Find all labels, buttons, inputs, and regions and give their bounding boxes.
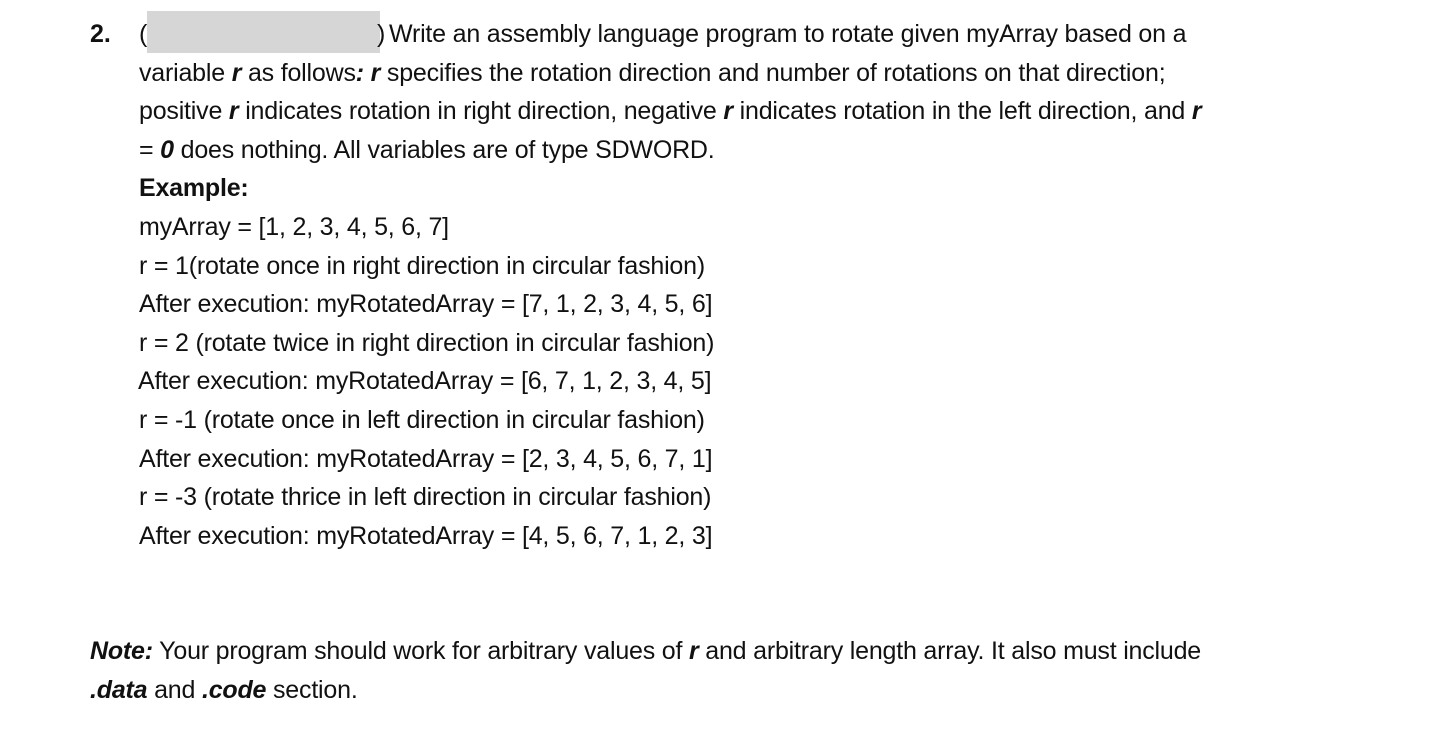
example-line: r = -1 (rotate once in left direction in circular fashion): [139, 405, 705, 434]
question-line-1: [139, 15, 1409, 54]
example-line: After execution: myRotatedArray = [2, 3, 4, 5, 6, 7, 1]: [139, 444, 713, 473]
note-label: Note:: [90, 637, 153, 665]
example-line: r = 1(rotate once in right direction in circular fashion): [139, 251, 705, 280]
text-fragment: indicates rotation in right direction, negative: [238, 97, 724, 126]
question-number: 2.: [90, 20, 111, 48]
data-keyword: .data: [90, 675, 148, 704]
redaction-box: [147, 11, 380, 53]
open-paren: (: [139, 20, 148, 48]
text-fragment: does nothing. All variables are of type SDWORD.: [173, 135, 715, 164]
question-line-3: [139, 92, 1409, 131]
example-label: Example:: [139, 174, 249, 203]
text-fragment: section.: [266, 675, 358, 704]
text-fragment: and: [147, 675, 202, 704]
text-fragment: Your program should work for arbitrary values of: [152, 637, 689, 665]
example-line: After execution: myRotatedArray = [4, 5, 6, 7, 1, 2, 3]: [139, 521, 713, 550]
question-intro: Write an assembly language program to rotate given myArray based on a: [389, 20, 1187, 48]
colon: :: [355, 58, 364, 87]
variable-r: r: [723, 97, 733, 126]
note-paragraph: [90, 632, 1390, 709]
variable-r: r: [1191, 97, 1202, 126]
example-line: r = -3 (rotate thrice in left direction in circular fashion): [139, 483, 712, 512]
question-body: [139, 15, 1409, 555]
text-fragment: and arbitrary length array. It also must include: [698, 637, 1202, 665]
text-fragment: variable: [139, 58, 232, 87]
text-fragment: =: [139, 135, 161, 164]
close-paren: ): [377, 20, 386, 48]
text-fragment: specifies the rotation direction and number of rotations on that direction;: [380, 58, 1166, 87]
code-keyword: .code: [201, 675, 267, 704]
text-fragment: indicates rotation in the left direction, and: [732, 97, 1192, 126]
redacted-region: [139, 15, 389, 53]
note-line-2: [90, 671, 1390, 710]
text-fragment: as follows: [241, 58, 356, 87]
example-line: After execution: myRotatedArray = [6, 7, 1, 2, 3, 4, 5]: [138, 367, 712, 396]
zero-value: 0: [160, 135, 174, 164]
question-line-2: [139, 54, 1409, 93]
example-line: After execution: myRotatedArray = [7, 1, 2, 3, 4, 5, 6]: [139, 290, 713, 319]
example-line: myArray = [1, 2, 3, 4, 5, 6, 7]: [139, 212, 449, 241]
variable-r: r: [370, 58, 381, 87]
variable-r: r: [231, 58, 242, 87]
question-line-4: [139, 131, 1409, 170]
note-line-1: [90, 632, 1390, 671]
variable-r: r: [228, 97, 239, 126]
variable-r: r: [689, 637, 699, 665]
example-line: r = 2 (rotate twice in right direction in circular fashion): [139, 328, 715, 357]
text-fragment: positive: [139, 97, 229, 126]
